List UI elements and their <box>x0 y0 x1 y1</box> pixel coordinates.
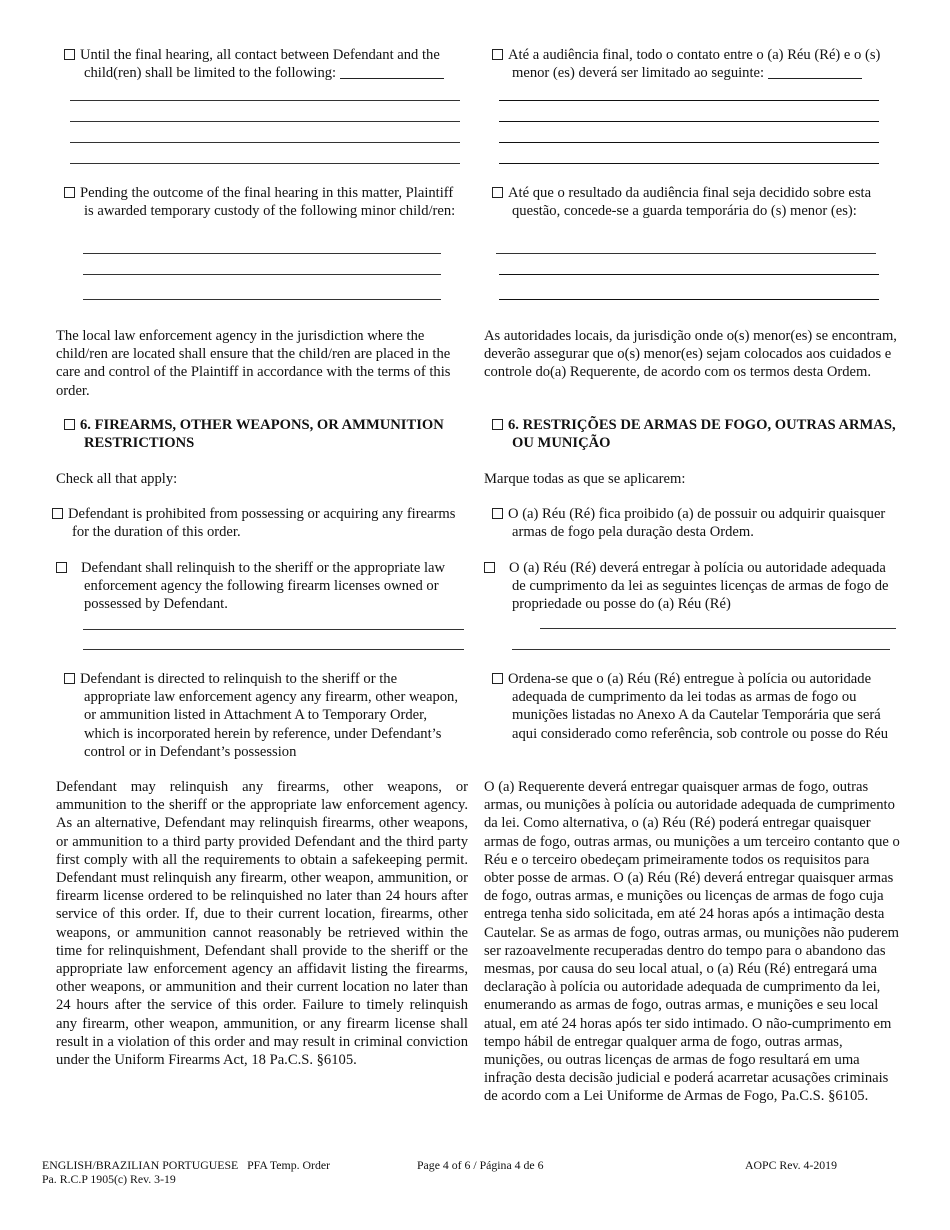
proibido-text: O (a) Réu (Ré) fica proibido (a) de possuir ou adquirir quaisquer armas de fogo pela duração desta Ordem. <box>508 506 886 541</box>
prohibited-checkbox[interactable] <box>52 508 63 519</box>
temporary-custody-item <box>56 184 466 220</box>
licenses-line-1[interactable] <box>83 629 464 630</box>
licenses-line-2[interactable] <box>83 649 464 650</box>
law-enforcement-paragraph: The local law enforcement agency in the jurisdiction where the child/ren are located shall ensure that the child/ren are placed in the care and control of the Plaintiff in accordance with the terms of this order. <box>56 328 451 399</box>
entrega-paragraph: O (a) Requerente deverá entregar quaisquer armas de fogo, outras armas, ou munições à polícia ou autoridade adequada de cumprimento da lei. Como alternativa, o (a) Réu (Ré) poderá entregar quaisquer armas de fogo, outras armas, ou munições a um terceiro contanto que o Réu e o terceiro obedeçam primeiramente todos os requisitos para obter posse de armas. O (a) Réu (Ré) deverá entregar quaisquer armas de fogo, outras armas, e munições ou licenças de armas de fogo cuja entrega tenha sido solicitada, em até 24 horas após a intimação desta Cautelar. Se as armas de fogo, outras armas, ou munições não puderem ser razoavelmente recuperadas dentro do tempo para o abandono das mesmas, por causa do seu local atual, o (a) Réu (Ré) entregará uma declaração à polícia ou autoridade adequada de cumprimento da lei, enumerando as armas de fogo, outras armas, e munições e seu local atual, em até 24 horas após ter sido intimado. O não-cumprimento em tempo hábil de entregar qualquer arma de fogo, outras armas, munições, ou outras licenças de armas de fogo resultará em uma infração desta decisão judicial e poderá acarretar acusações criminais de acordo com a Lei Uniforme de Armas de Fogo, Pa.C.S. §6105. <box>484 779 900 1105</box>
temporary-custody-checkbox[interactable] <box>64 187 75 198</box>
footer-page-number: Page 4 of 6 / Página 4 de 6 <box>417 1158 544 1172</box>
licencas-text: O (a) Réu (Ré) deverá entregar à polícia ou autoridade adequada de cumprimento da lei as seguintes licenças de armas de fogo de propriedade ou posse do (a) Réu (Ré) <box>509 560 889 613</box>
guarda-temporaria-item <box>484 184 900 220</box>
contato-line-1[interactable] <box>499 100 879 101</box>
contato-limitado-text: Até a audiência final, todo o contato entre o (a) Réu (Ré) e o (s) menor (es) deverá ser limitado ao seguinte: <box>508 47 881 82</box>
proibido-item <box>484 505 900 541</box>
custody-line-2[interactable] <box>83 274 441 275</box>
guarda-line-3[interactable] <box>499 299 879 300</box>
section-6-checkbox[interactable] <box>64 419 75 430</box>
guarda-line-2[interactable] <box>499 274 879 275</box>
contato-limitado-item <box>484 46 900 82</box>
licencas-line-2[interactable] <box>512 649 890 650</box>
relinquish-licenses-item <box>56 559 466 614</box>
contact-line-2[interactable] <box>70 121 460 122</box>
contato-line-4[interactable] <box>499 163 879 164</box>
footer-revision: AOPC Rev. 4-2019 <box>745 1158 837 1172</box>
directed-relinquish-item <box>56 670 466 761</box>
check-all-label: Check all that apply: <box>56 471 178 487</box>
licencas-line-1[interactable] <box>540 628 896 629</box>
footer-rule: Pa. R.C.P 1905(c) Rev. 3-19 <box>42 1172 176 1186</box>
ordena-se-text: Ordena-se que o (a) Réu (Ré) entregue à polícia ou autoridade adequada de cumprimento da lei todas as armas de fogo ou munições listadas no Anexo A da Cautelar Temporária que será aqui considerado como referência, sob controle ou posse do Réu <box>508 671 889 742</box>
footer-form-name: ENGLISH/BRAZILIAN PORTUGUESE PFA Temp. Order <box>42 1158 331 1172</box>
secao-6-heading <box>484 416 900 452</box>
secao-6-heading-text: 6. RESTRIÇÕES DE ARMAS DE FOGO, OUTRAS ARMAS, OU MUNIÇÃO <box>508 417 896 452</box>
licencas-item <box>484 559 900 614</box>
directed-relinquish-checkbox[interactable] <box>64 673 75 684</box>
custody-line-1[interactable] <box>83 253 441 254</box>
contact-limitation-checkbox[interactable] <box>64 49 75 60</box>
proibido-checkbox[interactable] <box>492 508 503 519</box>
relinquish-licenses-text: Defendant shall relinquish to the sheriff or the appropriate law enforcement agency the following firearm licenses owned or possessed by Defendant. <box>81 560 446 613</box>
contact-limitation-item <box>56 46 466 82</box>
footer-left <box>42 1158 330 1186</box>
prohibited-item <box>56 505 466 541</box>
directed-relinquish-text: Defendant is directed to relinquish to the sheriff or the appropriate law enforcement agency any firearm, other weapon, or ammunition listed in Attachment A to Temporary Order, which is incorporated herein by reference, under Defendant’s control or in Defendant’s possession <box>80 671 458 760</box>
relinquish-licenses-checkbox[interactable] <box>56 562 67 573</box>
contact-line-3[interactable] <box>70 142 460 143</box>
contato-line-3[interactable] <box>499 142 879 143</box>
ordena-se-item <box>484 670 900 743</box>
autoridades-paragraph: As autoridades locais, da jurisdição onde o(s) menor(es) se encontram, deverão assegurar que o(s) menor(es) sejam colocados aos cuidados e controle do(a) Requerente, de acordo com os termos desta Ordem. <box>484 328 897 381</box>
contact-line-4[interactable] <box>70 163 460 164</box>
contato-limitado-blank[interactable] <box>768 64 862 79</box>
contato-limitado-checkbox[interactable] <box>492 49 503 60</box>
contact-line-1[interactable] <box>70 100 460 101</box>
guarda-temporaria-checkbox[interactable] <box>492 187 503 198</box>
section-6-heading <box>56 416 466 452</box>
marque-todas-label: Marque todas as que se aplicarem: <box>484 471 686 487</box>
guarda-temporaria-text: Até que o resultado da audiência final seja decidido sobre esta questão, concede-se a guarda temporária do (s) menor (es): <box>508 185 872 220</box>
guarda-line-1[interactable] <box>496 253 876 254</box>
section-6-heading-text: 6. FIREARMS, OTHER WEAPONS, OR AMMUNITION RESTRICTIONS <box>80 417 444 452</box>
licencas-checkbox[interactable] <box>484 562 495 573</box>
prohibited-text: Defendant is prohibited from possessing or acquiring any firearms for the duration of this order. <box>68 506 456 541</box>
ordena-se-checkbox[interactable] <box>492 673 503 684</box>
contato-line-2[interactable] <box>499 121 879 122</box>
contact-limitation-blank[interactable] <box>340 64 444 79</box>
custody-line-3[interactable] <box>83 299 441 300</box>
relinquishment-paragraph: Defendant may relinquish any firearms, other weapons, or ammunition to the sheriff or the appropriate law enforcement agency. As an alternative, Defendant may relinquish firearms, other weapons, or ammunition to a third party provided Defendant and the third party first comply with all the requirements to obtain a safekeeping permit. Defendant must relinquish any firearm, other weapon, ammunition, or firearm license ordered to be relinquished no later than 24 hours after service of this order. If, due to their current location, firearms, other weapons, or ammunition cannot reasonably be retrieved within the time for relinquishment, Defendant shall provide to the sheriff or the appropriate law enforcement agency an affidavit listing the firearms, other weapons, or ammunition and their current location no later than 24 hours after the service of this order. Failure to timely relinquish any firearm, other weapon, ammunition, or any firearm license shall result in a violation of this order and may result in criminal conviction under the Uniform Firearms Act, 18 Pa.C.S. §6105. <box>56 779 468 1069</box>
temporary-custody-text: Pending the outcome of the final hearing in this matter, Plaintiff is awarded temporary custody of the following minor child/ren: <box>80 185 456 220</box>
contact-limitation-text: Until the final hearing, all contact between Defendant and the child(ren) shall be limited to the following: <box>80 47 440 82</box>
secao-6-checkbox[interactable] <box>492 419 503 430</box>
